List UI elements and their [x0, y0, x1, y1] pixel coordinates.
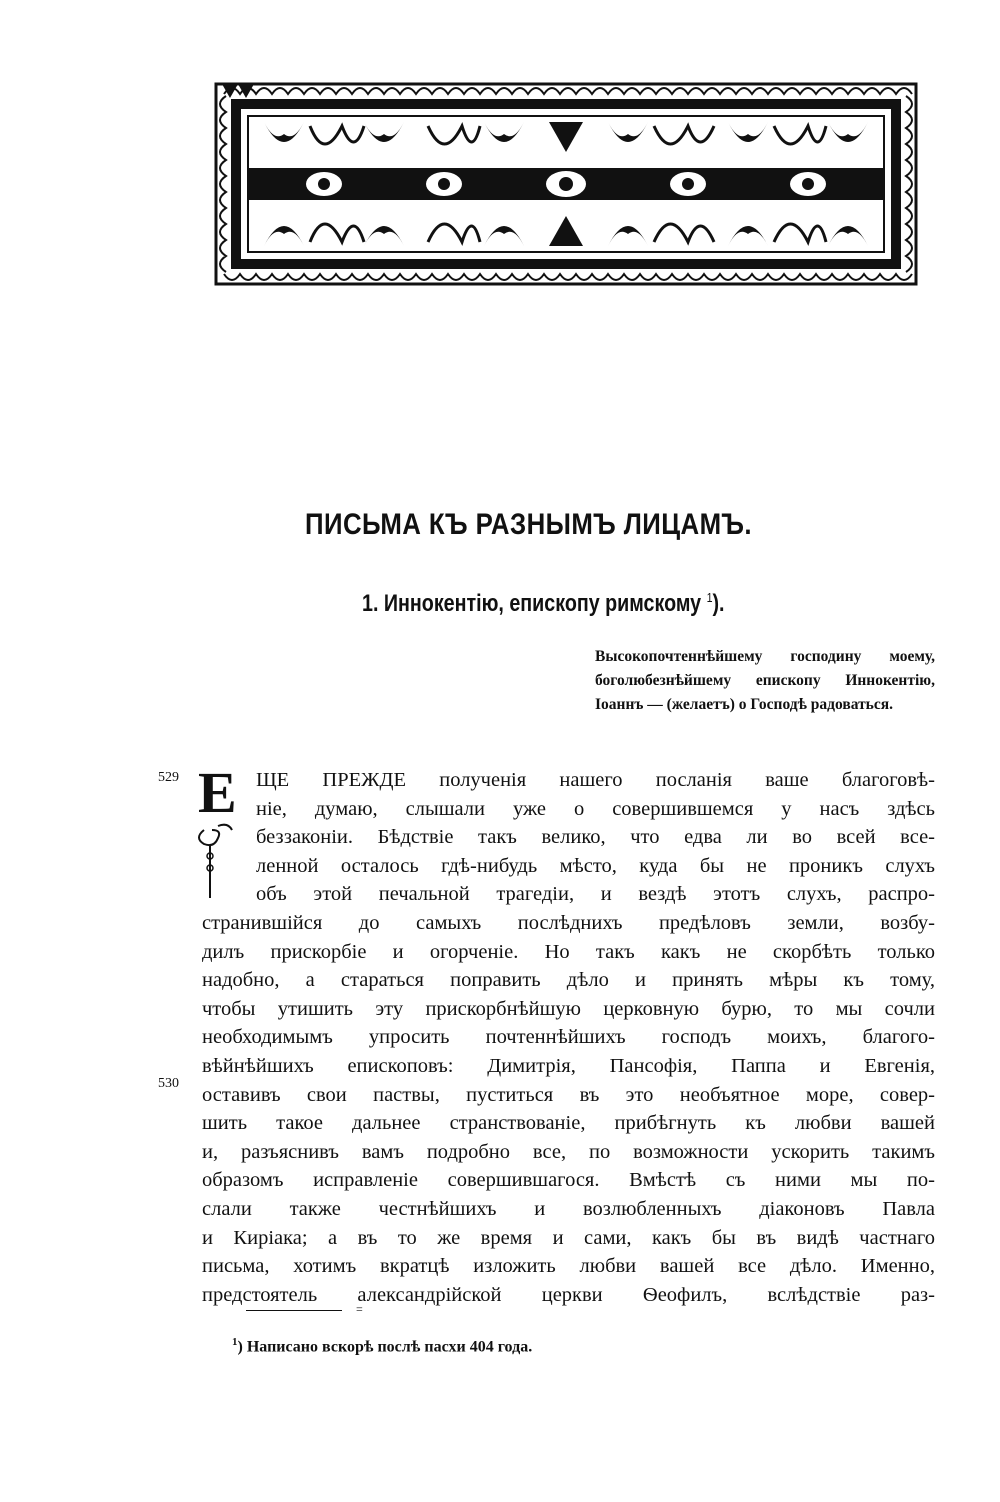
body-line: предстоятель александрійской церкви Ѳеофилъ, вслѣдствіе раз-	[202, 1283, 935, 1306]
body-line: оставивъ свои паствы, пуститься въ это необъятное море, совер-	[202, 1083, 935, 1106]
margin-page-number: 530	[158, 1076, 179, 1091]
drop-cap-initial	[196, 760, 246, 900]
body-line: чтобы утишить эту прискорбнѣйшую церковную бурю, то мы сочли	[202, 997, 935, 1020]
footnote-separator	[246, 1310, 342, 1311]
body-line: странившійся до самыхъ послѣднихъ предѣловъ земли, возбу-	[202, 912, 935, 934]
body-line: вѣйнѣйшихъ епископовъ: Димитрія, Пансофія, Паппа и Евгенія,	[202, 1055, 935, 1077]
ornamental-headpiece-icon	[214, 82, 918, 286]
body-line: шить такое дальнее странствованіе, прибѣгнуть къ любви вашей	[202, 1112, 935, 1135]
letter-heading	[362, 590, 725, 618]
footnote-number: 1	[232, 1336, 238, 1348]
letter-heading-tail: ).	[712, 590, 725, 617]
drop-cap-letter: Е	[198, 760, 237, 825]
body-line: ЩЕ ПРЕЖДЕ полученія нашего посланія ваше благоговѣ-	[256, 769, 935, 791]
footnote-text: ) Написано вскорѣ послѣ пасхи 404 года.	[237, 1338, 533, 1356]
body-line: образомъ исправленіе совершившагося. Вмѣстѣ съ ними мы по-	[202, 1169, 935, 1192]
body-line: ленной осталось гдѣ-нибудь мѣсто, куда бы не проникъ слухъ	[256, 854, 935, 877]
page-title: ПИСЬМА КЪ РАЗНЫМЪ ЛИЦАМЪ.	[305, 508, 752, 541]
body-line: письма, хотимъ вкратцѣ изложить любви вашей все дѣло. Именно,	[202, 1255, 935, 1278]
letter-heading-text: 1. Иннокентію, епископу римскому	[362, 590, 707, 617]
body-line: и, разъяснивъ вамъ подробно все, по возможности ускорить такимъ	[202, 1140, 935, 1163]
body-line: ніе, думаю, слышали уже о совершившемся у насъ здѣсь	[256, 797, 935, 820]
body-line: дилъ прискорбіе и огорченіе. Но такъ какъ не скорбѣть только	[202, 940, 935, 963]
footnote-reference: 1	[706, 590, 713, 605]
body-line: слали также честнѣйшихъ и возлюбленныхъ діаконовъ Павла	[202, 1198, 935, 1220]
letter-salutation: Высокопочтеннѣйшему господину моему, боголюбезнѣйшему епископу Иннокентію, Іоаннъ — (желаетъ) о Господѣ радоваться.	[595, 648, 935, 713]
body-line: и Киріака; а въ то же время и сами, какъ бы въ видѣ частнаго	[202, 1226, 935, 1249]
body-line: объ этой печальной трагедіи, и вездѣ этотъ слухъ, распро-	[256, 883, 935, 906]
body-line: беззаконіи. Бѣдствіе такъ велико, что едва ли во всей все-	[256, 826, 935, 849]
body-line: надобно, а стараться поправить дѣло и принять мѣры къ тому,	[202, 969, 935, 992]
body-line: необходимымъ упросить почтеннѣйшихъ господъ моихъ, благого-	[202, 1026, 935, 1049]
footnote	[232, 1336, 532, 1356]
footnote-separator-mark: =	[356, 1302, 363, 1316]
margin-page-number: 529	[158, 770, 179, 785]
